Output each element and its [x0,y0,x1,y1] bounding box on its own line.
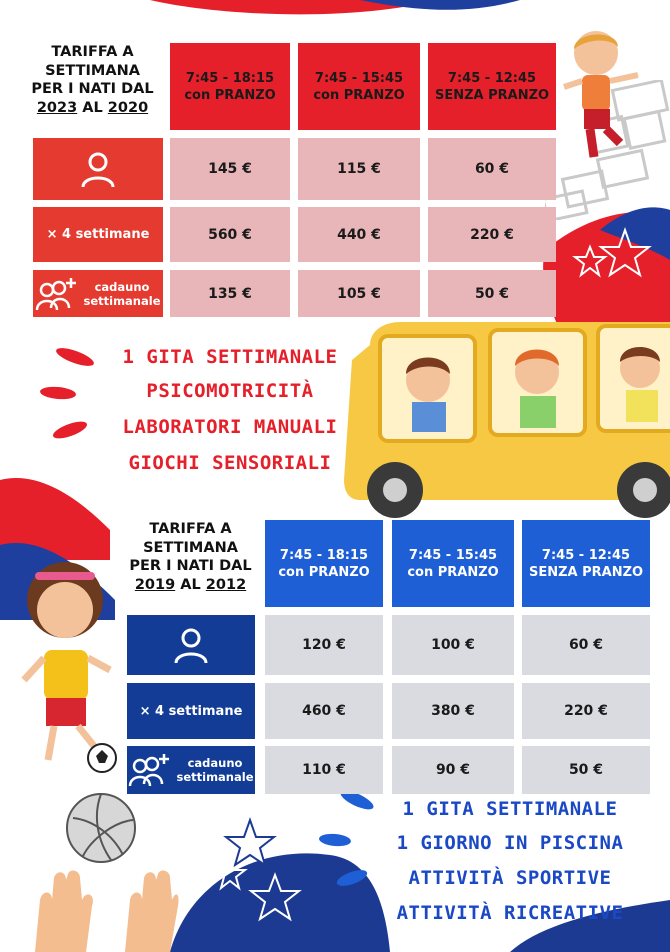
row-label-single-week [127,615,255,675]
year-to: 2012 [205,576,247,593]
activity-item: 1 GITA SETTIMANALE [122,346,338,368]
year-connector: AL [180,576,201,593]
price-cell: 120 € [265,615,383,675]
column-header-afternoon [298,43,420,130]
price-cell: 105 € [298,270,420,317]
row-label-siblings [33,270,163,317]
row-label-siblings [127,746,255,794]
column-header-full-day [170,43,290,130]
price-cell: 60 € [522,615,650,675]
activity-item: LABORATORI MANUALI [122,416,338,438]
activity-item: ATTIVITÀ SPORTIVE [408,867,612,889]
price-title-2019 [118,520,263,594]
title-line: TARIFFA A [149,521,232,537]
person-icon [171,625,211,665]
group-add-icon [128,752,172,788]
price-cell: 90 € [392,746,514,794]
price-cell: 440 € [298,207,420,262]
activity-item: ATTIVITÀ RICREATIVE [396,902,624,924]
activity-item: PSICOMOTRICITÀ [146,380,314,402]
stars-icon [570,225,660,285]
column-time: 7:45 - 18:15 [185,70,275,86]
price-cell: 50 € [428,270,556,317]
year-to: 2020 [107,99,149,116]
price-title-2023 [20,43,165,117]
column-meal: con PRANZO [278,564,370,580]
activity-item: 1 GITA SETTIMANALE [402,798,618,820]
volleyball-icon [63,790,139,866]
title-years [20,99,165,118]
title-line: PER I NATI DAL [129,558,252,574]
label-line: settimanale [176,770,254,784]
price-cell: 220 € [522,683,650,739]
group-add-icon [35,276,79,312]
column-meal: con PRANZO [313,87,405,103]
price-cell: 100 € [392,615,514,675]
title-line: TARIFFA A [51,44,134,60]
column-header-afternoon [392,520,514,607]
title-line: PER I NATI DAL [31,81,154,97]
person-icon [78,149,118,189]
price-cell: 380 € [392,683,514,739]
column-meal: SENZA PRANZO [528,564,644,580]
price-cell: 50 € [522,746,650,794]
price-cell: 220 € [428,207,556,262]
column-time: 7:45 - 15:45 [314,70,404,86]
year-connector: AL [82,99,103,116]
year-from: 2023 [36,99,78,116]
price-cell: 560 € [170,207,290,262]
column-meal: con PRANZO [184,87,276,103]
child-illustration [560,25,650,165]
activity-item: GIOCHI SENSORIALI [128,452,332,474]
column-header-morning [428,43,556,130]
stars-icon [205,815,315,930]
price-cell: 110 € [265,746,383,794]
price-cell: 115 € [298,138,420,200]
price-cell: 145 € [170,138,290,200]
column-header-full-day [265,520,383,607]
price-cell: 460 € [265,683,383,739]
activity-item: 1 GIORNO IN PISCINA [396,832,624,854]
label-line: settimanale [83,293,161,308]
title-line: SETTIMANA [45,62,140,79]
title-line: SETTIMANA [143,539,238,556]
column-time: 7:45 - 12:45 [541,547,631,563]
column-meal: SENZA PRANZO [434,87,550,103]
column-meal: con PRANZO [407,564,499,580]
column-time: 7:45 - 18:15 [279,547,369,563]
column-time: 7:45 - 15:45 [408,547,498,563]
row-label-four-weeks: × 4 settimane [127,683,255,739]
label-line: cadauno [94,279,150,294]
row-label-text [83,280,160,308]
label-line: cadauno [187,756,243,770]
girl-illustration [10,560,130,780]
year-from: 2019 [134,576,176,593]
price-cell: 60 € [428,138,556,200]
row-label-four-weeks: × 4 settimane [33,207,163,262]
hands-illustration [30,870,180,952]
school-bus-illustration [340,300,670,530]
title-years [118,576,263,595]
column-time: 7:45 - 12:45 [447,70,537,86]
column-header-morning [522,520,650,607]
row-label-text [176,756,253,784]
row-label-single-week [33,138,163,200]
price-cell: 135 € [170,270,290,317]
